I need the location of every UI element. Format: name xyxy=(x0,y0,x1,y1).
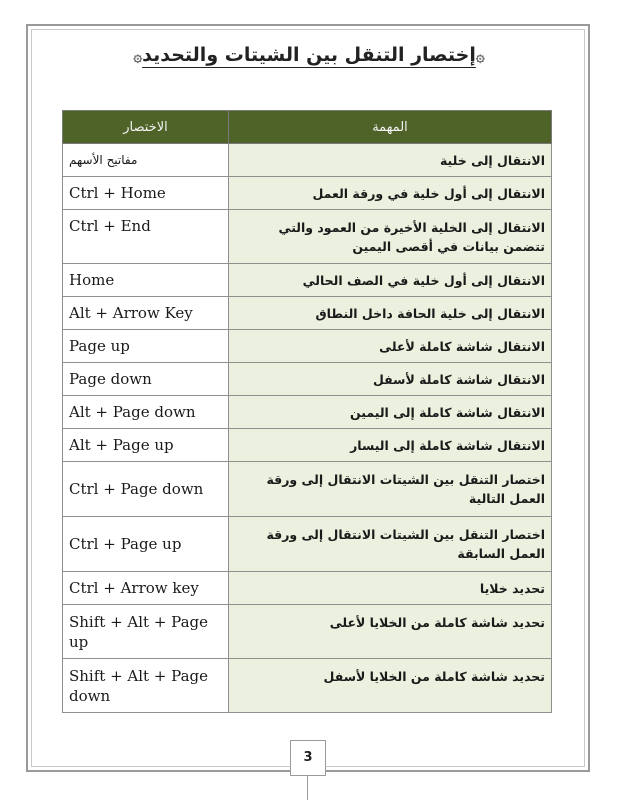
table-row xyxy=(63,264,552,297)
shortcut-cell: Home xyxy=(63,264,229,297)
task-cell: الانتقال إلى الخلية الأخيرة من العمود والتي تتضمن بيانات في أقصى اليمين xyxy=(229,210,552,264)
shortcut-cell: Page up xyxy=(63,330,229,363)
task-cell: اختصار التنقل بين الشيتات الانتقال إلى ورقة العمل التالية xyxy=(229,462,552,517)
task-cell: اختصار التنقل بين الشيتات الانتقال إلى ورقة العمل السابقة xyxy=(229,517,552,572)
table-row xyxy=(63,517,552,572)
table-row xyxy=(63,396,552,429)
table-row xyxy=(63,363,552,396)
shortcut-cell: Ctrl + Arrow key xyxy=(63,572,229,605)
task-cell: الانتقال شاشة كاملة إلى اليمين xyxy=(229,396,552,429)
shortcuts-table xyxy=(62,110,552,713)
shortcut-cell: Alt + Arrow Key xyxy=(63,297,229,330)
table-row xyxy=(63,297,552,330)
title-text: إختصار التنقل بين الشيتات والتحديد xyxy=(142,44,476,66)
shortcut-cell: Page down xyxy=(63,363,229,396)
table-row xyxy=(63,462,552,517)
task-cell: الانتقال إلى أول خلية في الصف الحالي xyxy=(229,264,552,297)
task-cell: الانتقال إلى خلية xyxy=(229,144,552,177)
table-row xyxy=(63,330,552,363)
page-title xyxy=(0,44,618,66)
table-header-row xyxy=(63,111,552,144)
title-ornament-left: ۞ xyxy=(133,47,143,65)
shortcut-cell: Ctrl + Page up xyxy=(63,517,229,572)
shortcut-cell: Alt + Page down xyxy=(63,396,229,429)
table-row xyxy=(63,659,552,713)
table-row xyxy=(63,572,552,605)
task-cell: الانتقال إلى أول خلية في ورقة العمل xyxy=(229,177,552,210)
table-row xyxy=(63,210,552,264)
title-ornament-right: ۞ xyxy=(475,47,485,65)
table-row xyxy=(63,177,552,210)
task-cell: الانتقال شاشة كاملة لأعلى xyxy=(229,330,552,363)
task-cell: تحديد خلايا xyxy=(229,572,552,605)
task-cell: الانتقال إلى خلية الحافة داخل النطاق xyxy=(229,297,552,330)
shortcut-cell: Ctrl + Home xyxy=(63,177,229,210)
shortcut-cell: Shift + Alt + Page down xyxy=(63,659,229,713)
page-number: 3 xyxy=(290,740,326,776)
shortcut-cell: مفاتيح الأسهم xyxy=(63,144,229,177)
header-shortcut: الاختصار xyxy=(63,111,229,144)
shortcut-cell: Shift + Alt + Page up xyxy=(63,605,229,659)
task-cell: تحديد شاشة كاملة من الخلايا لأعلى xyxy=(229,605,552,659)
shortcut-cell: Alt + Page up xyxy=(63,429,229,462)
table-row xyxy=(63,144,552,177)
task-cell: الانتقال شاشة كاملة لأسفل xyxy=(229,363,552,396)
shortcut-cell: Ctrl + Page down xyxy=(63,462,229,517)
task-cell: تحديد شاشة كاملة من الخلايا لأسفل xyxy=(229,659,552,713)
page-number-stem xyxy=(307,776,308,800)
shortcut-cell: Ctrl + End xyxy=(63,210,229,264)
table-row xyxy=(63,605,552,659)
task-cell: الانتقال شاشة كاملة إلى اليسار xyxy=(229,429,552,462)
table-row xyxy=(63,429,552,462)
header-task: المهمة xyxy=(229,111,552,144)
